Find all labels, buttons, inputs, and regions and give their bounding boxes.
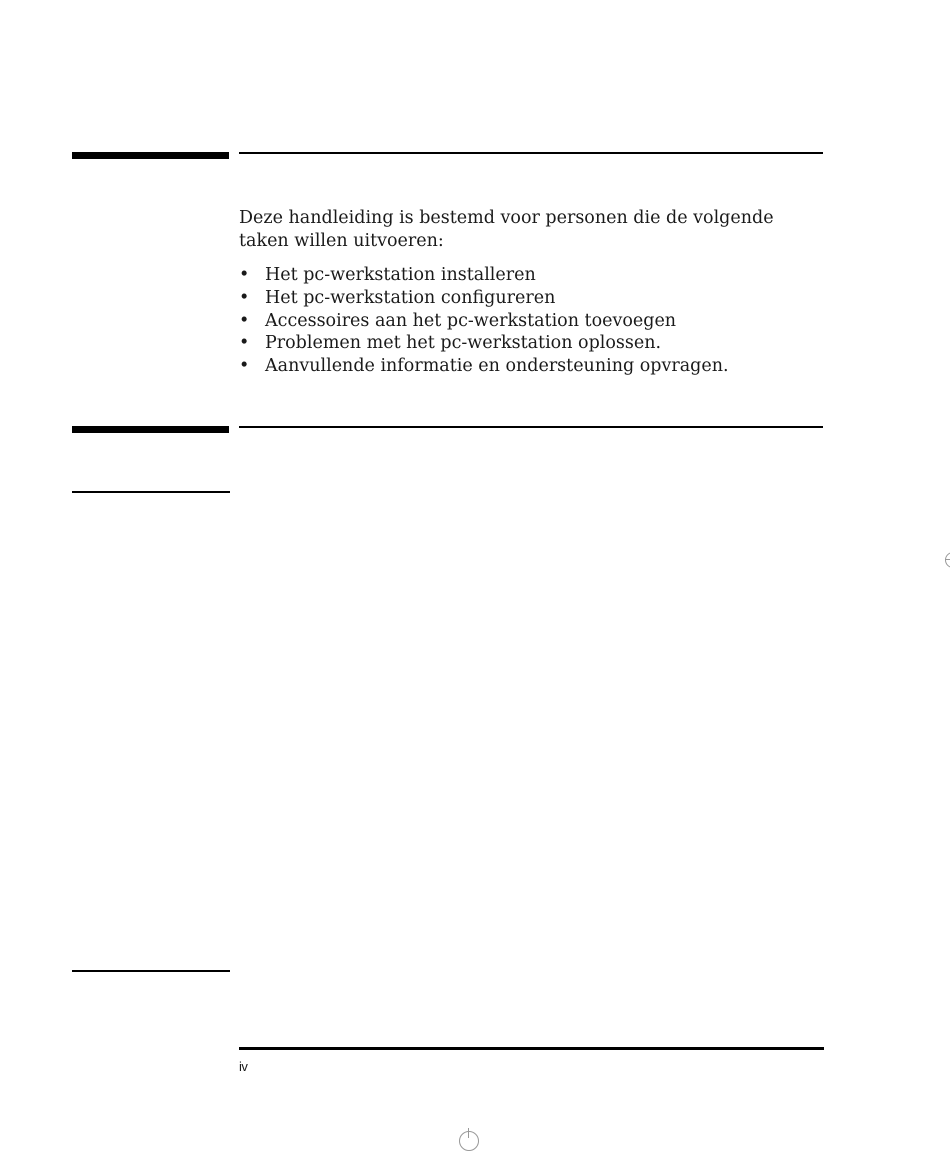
side-rule-1	[72, 491, 230, 493]
list-item	[239, 264, 729, 287]
section-rule-thin-1	[239, 152, 823, 154]
bullet-icon: •	[239, 265, 250, 285]
bullet-icon: •	[239, 287, 250, 308]
list-item	[239, 355, 729, 378]
list-item-text: Problemen met het pc-werkstation oplossen.	[265, 333, 662, 354]
registration-mark-icon	[459, 1131, 479, 1151]
list-item	[239, 287, 729, 310]
list-item-text: Aanvullende informatie en ondersteuning opvragen.	[265, 356, 729, 377]
section-rule-thin-2	[239, 426, 823, 428]
page-number: iv	[239, 1059, 248, 1074]
intro-paragraph: Deze handleiding is bestemd voor personen die de volgende taken willen uitvoeren:	[239, 208, 774, 251]
bullet-icon: •	[239, 310, 250, 331]
list-item-text: Het pc-werkstation installeren	[265, 265, 536, 285]
section-rule-thick-1	[72, 152, 229, 159]
section-rule-thick-2	[72, 426, 229, 433]
side-rule-2	[72, 970, 230, 972]
registration-line	[468, 1128, 469, 1138]
list-item-text: Accessoires aan het pc-werkstation toevoegen	[265, 310, 677, 331]
list-item	[239, 310, 729, 333]
task-list	[239, 264, 729, 378]
list-item	[239, 332, 729, 355]
bullet-icon: •	[239, 333, 250, 354]
footer-rule	[239, 1047, 824, 1050]
registration-line	[945, 559, 950, 560]
registration-mark-icon	[945, 552, 950, 568]
list-item-text: Het pc-werkstation configureren	[265, 287, 556, 308]
bullet-icon: •	[239, 356, 250, 377]
